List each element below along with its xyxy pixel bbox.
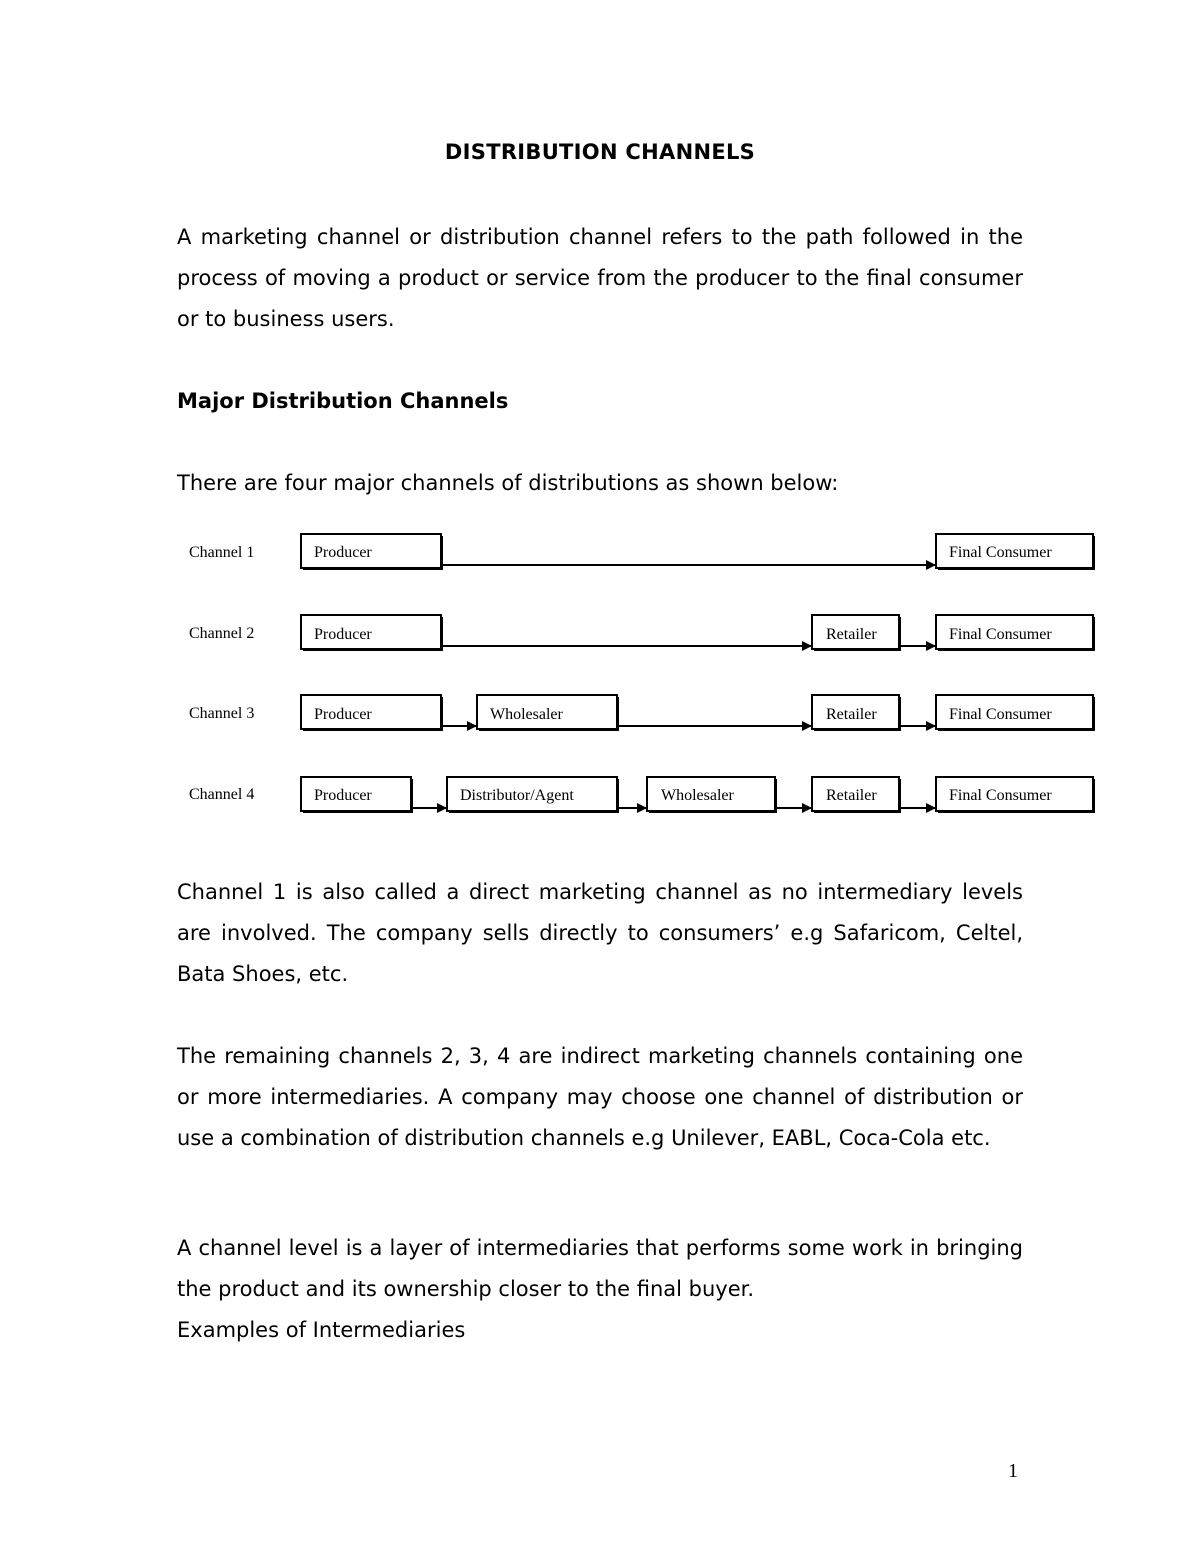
page-number: 1 <box>1008 1460 1018 1482</box>
channel-3-label: Channel 3 <box>189 705 255 722</box>
channel-3-producer: Producer <box>314 706 372 723</box>
intro-paragraph: A marketing channel or distribution channel refers to the path followed in the process of moving a product or service from the producer to the final consumer or to business users. <box>177 225 1023 331</box>
channel-3-final-consumer: Final Consumer <box>949 706 1052 723</box>
page-title: DISTRIBUTION CHANNELS <box>444 140 756 164</box>
channel-2-final-consumer-box <box>936 615 1095 651</box>
direct-channel-paragraph: Channel 1 is also called a direct marketing channel as no intermediary levels are involved. The company sells directly to consumers’ e.g Safaricom, Celtel, Bata Shoes, etc. <box>177 880 1023 986</box>
channel-2-producer-box <box>301 615 443 651</box>
channel-4-retailer-box <box>812 777 901 813</box>
channel-2-final-consumer: Final Consumer <box>949 626 1052 643</box>
channel-4-final-consumer: Final Consumer <box>949 787 1052 804</box>
distribution-channels-diagram <box>0 520 1200 830</box>
channel-2-retailer: Retailer <box>826 626 877 643</box>
channel-2-retailer-box <box>812 615 901 651</box>
channel-3-retailer: Retailer <box>826 706 877 723</box>
channel-4-producer: Producer <box>314 787 372 804</box>
channel-4-wholesaler: Wholesaler <box>661 787 734 804</box>
channel-4-wholesaler-box <box>647 777 777 813</box>
channel-level-paragraph: A channel level is a layer of intermediaries that performs some work in bringing the product and its ownership closer to the final buyer. <box>177 1236 1023 1301</box>
channel-1-final-consumer: Final Consumer <box>949 544 1052 561</box>
channel-2-label: Channel 2 <box>189 625 255 642</box>
section-heading: Major Distribution Channels <box>177 389 509 413</box>
channel-2-producer: Producer <box>314 626 372 643</box>
channel-3-final-consumer-box <box>936 695 1095 731</box>
channel-3-retailer-box <box>812 695 901 731</box>
examples-label: Examples of Intermediaries <box>177 1318 466 1342</box>
indirect-channels-paragraph: The remaining channels 2, 3, 4 are indirect marketing channels containing one or more intermediaries. A company may choose one channel of distribution or use a combination of distribution channels e.g Unilever, EABL, Coca-Cola etc. <box>177 1044 1023 1150</box>
channel-4-distributor-agent-box <box>447 777 619 813</box>
channel-4-final-consumer-box <box>936 777 1095 813</box>
channel-4-producer-box <box>301 777 413 813</box>
channel-4-distributor-agent: Distributor/Agent <box>460 787 574 804</box>
channel-4-label: Channel 4 <box>189 786 255 803</box>
channel-4-retailer: Retailer <box>826 787 877 804</box>
channel-1-label: Channel 1 <box>189 544 255 561</box>
channel-1-producer: Producer <box>314 544 372 561</box>
channel-3-producer-box <box>301 695 443 731</box>
diagram-intro: There are four major channels of distributions as shown below: <box>177 471 839 495</box>
channel-3-wholesaler: Wholesaler <box>490 706 563 723</box>
channel-1-producer-box <box>301 534 443 570</box>
channel-3-wholesaler-box <box>477 695 619 731</box>
channel-1-final-consumer-box <box>936 534 1095 570</box>
